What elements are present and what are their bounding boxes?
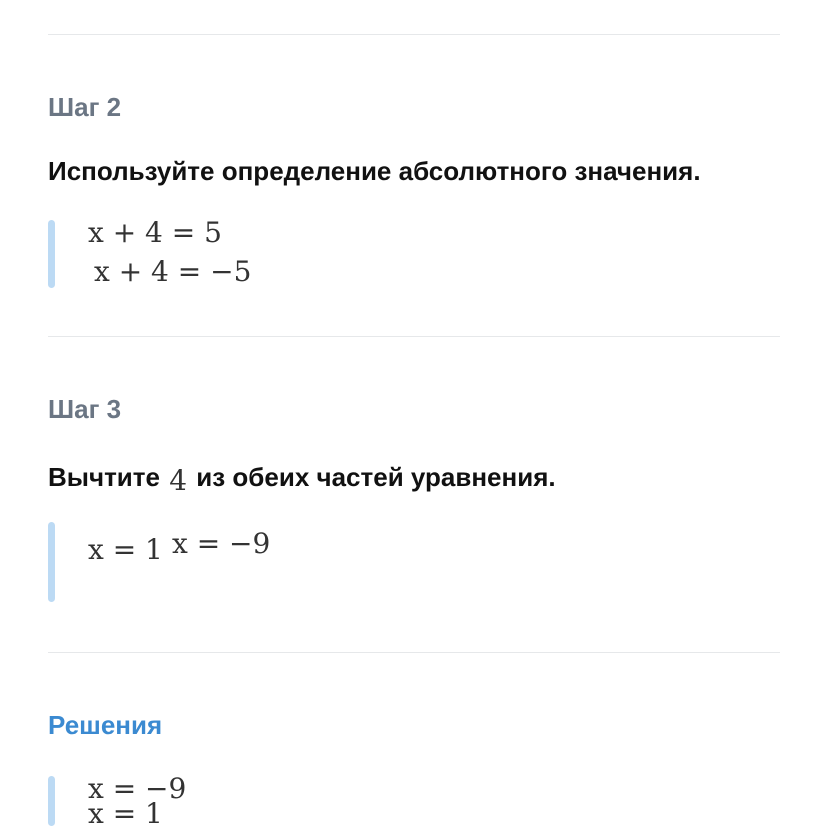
solutions-label: Решения — [48, 710, 163, 740]
step-3-quote-bar — [48, 522, 55, 602]
step-3-instruction — [48, 460, 556, 497]
divider-step-2-3 — [48, 336, 780, 337]
step-3-instruction-before: Вычтите — [48, 462, 160, 492]
step-3-label: Шаг 3 — [48, 394, 122, 424]
step-2-equation-2: x + 4 = −5 — [94, 255, 252, 288]
step-2-label: Шаг 2 — [48, 92, 122, 122]
step-2-equation-1: x + 4 = 5 — [88, 216, 222, 249]
solutions-quote-bar — [48, 776, 55, 826]
solution-equation-1: x = −9 — [88, 772, 187, 805]
step-3-instruction-after: из обеих частей уравнения. — [196, 462, 556, 492]
divider-step-3-solutions — [48, 652, 780, 653]
step-3-equation-sup: x = −9 — [172, 527, 271, 560]
step-2-quote-bar — [48, 220, 55, 288]
solution-equation-2: x = 1 — [88, 797, 163, 830]
divider-top — [48, 34, 780, 35]
step-3-equation-main: x = 1 — [88, 533, 163, 566]
step-2-instruction: Используйте определение абсолютного значения. — [48, 156, 701, 186]
step-3-instruction-math: 4 — [169, 464, 188, 497]
